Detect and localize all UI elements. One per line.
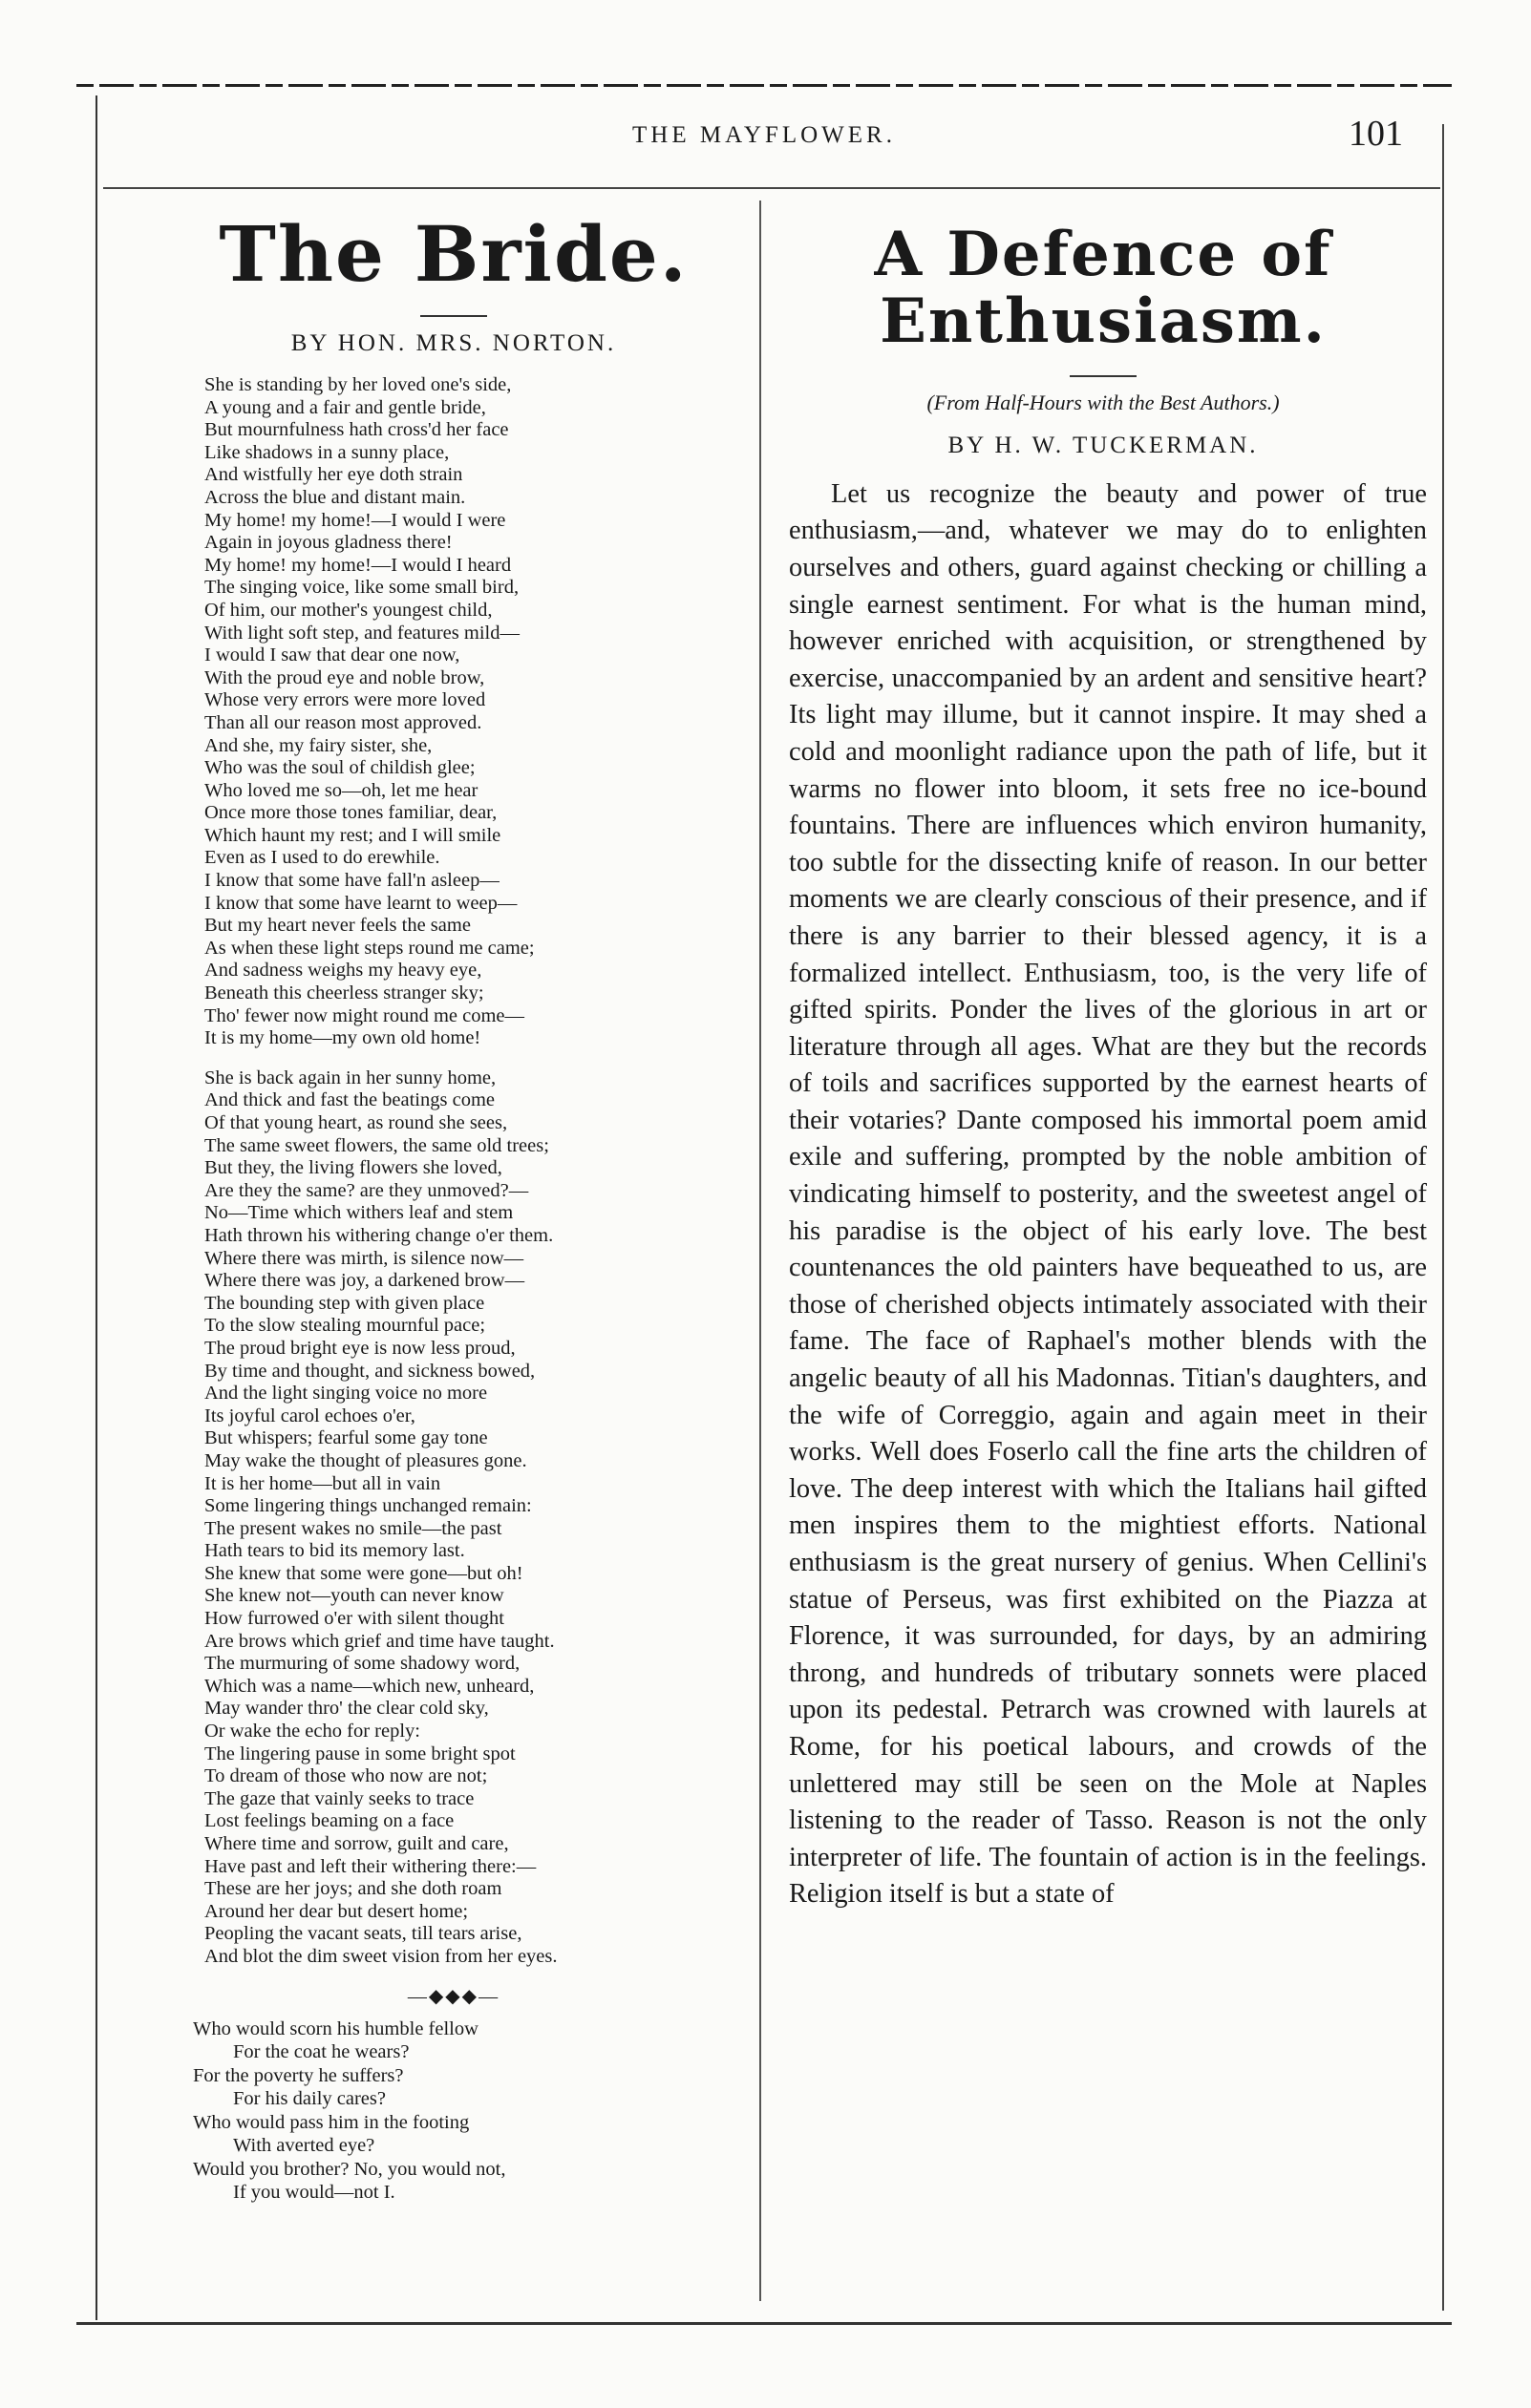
poem-line: Its joyful carol echoes o'er, xyxy=(204,1405,415,1426)
poem-line: To the slow stealing mournful pace; xyxy=(204,1315,486,1337)
poem-line: Across the blue and distant main. xyxy=(204,486,466,508)
column-divider xyxy=(759,201,761,2301)
poem-line: But they, the living flowers she loved, xyxy=(204,1157,502,1179)
left-border xyxy=(96,95,97,2320)
poem-line: The proud bright eye is now less proud, xyxy=(204,1337,516,1359)
poem-line: With the proud eye and noble brow, xyxy=(204,666,485,688)
poem-line: My home! my home!—I would I were xyxy=(204,509,506,531)
poem-line: Where time and sorrow, guilt and care, xyxy=(204,1833,509,1854)
poem-line: And the light singing voice no more xyxy=(204,1383,488,1405)
poem-line: And sadness weighs my heavy eye, xyxy=(204,960,482,982)
poem-line: The present wakes no smile—the past xyxy=(204,1517,502,1539)
poem-line: But whispers; fearful some gay tone xyxy=(204,1427,488,1449)
poem-line: Which haunt my rest; and I will smile xyxy=(204,824,501,846)
title-rule xyxy=(1070,375,1137,377)
poem-line: Are brows which grief and time have taught. xyxy=(204,1630,555,1652)
poem-line: Tho' fewer now might round me come— xyxy=(204,1004,525,1026)
poem-line: Even as I used to do erewhile. xyxy=(204,847,440,869)
poem-line: Some lingering things unchanged remain: xyxy=(204,1495,532,1517)
poem-line: The bounding step with given place xyxy=(204,1292,485,1314)
poem-line: She knew not—youth can never know xyxy=(204,1585,504,1607)
poem-line: With light soft step, and features mild— xyxy=(204,622,520,644)
poem-line: For the coat he wears? xyxy=(233,2041,410,2063)
poem-line: The gaze that vainly seeks to trace xyxy=(204,1787,475,1809)
poem-line: And she, my fairy sister, she, xyxy=(204,734,433,756)
short-poem xyxy=(193,2017,735,2205)
title-rule xyxy=(420,315,487,317)
poem-line: Around her dear but desert home; xyxy=(204,1900,469,1922)
poem-line: Of that young heart, as round she sees, xyxy=(204,1112,508,1133)
poem-line: The same sweet flowers, the same old trees; xyxy=(204,1134,549,1156)
poem-line: Again in joyous gladness there! xyxy=(204,532,453,554)
poem-line: Where there was mirth, is silence now— xyxy=(204,1247,524,1269)
poem-line: Beneath this cheerless stranger sky; xyxy=(204,982,484,1004)
poem-stanza-2 xyxy=(204,1067,735,1969)
poem-line: Of him, our mother's youngest child, xyxy=(204,599,493,621)
poem-line: Peopling the vacant seats, till tears arise, xyxy=(204,1923,522,1945)
poem-line: Are they the same? are they unmoved?— xyxy=(204,1179,529,1201)
poem-line: Where there was joy, a darkened brow— xyxy=(204,1270,525,1292)
poem-line: Who would scorn his humble fellow xyxy=(193,2017,478,2039)
right-column xyxy=(774,201,1433,1913)
poem-line: She is back again in her sunny home, xyxy=(204,1067,497,1088)
poem-line: It is her home—but all in vain xyxy=(204,1472,441,1494)
poem-line: Who loved me so—oh, let me hear xyxy=(204,779,478,801)
poem-line: She is standing by her loved one's side, xyxy=(204,374,512,395)
poem-line: It is my home—my own old home! xyxy=(204,1027,481,1049)
poem-line: These are her joys; and she doth roam xyxy=(204,1878,502,1900)
poem-line: May wake the thought of pleasures gone. xyxy=(204,1449,527,1471)
poem-line: Have past and left their withering there:— xyxy=(204,1855,537,1877)
poem-line: And blot the dim sweet vision from her eyes. xyxy=(204,1945,558,1967)
poem-line: For the poverty he suffers? xyxy=(193,2064,404,2086)
poem-line: Once more those tones familiar, dear, xyxy=(204,802,498,824)
top-rule xyxy=(76,84,1452,87)
poem-byline: BY HON. MRS. NORTON. xyxy=(290,330,617,356)
running-head: THE MAYFLOWER. xyxy=(632,122,896,148)
page-number: 101 xyxy=(1349,114,1403,154)
poem-line: How furrowed o'er with silent thought xyxy=(204,1608,504,1630)
poem-line: Or wake the echo for reply: xyxy=(204,1721,420,1743)
section-ornament: —◆◆◆— xyxy=(407,1985,500,2007)
poem-line: May wander thro' the clear cold sky, xyxy=(204,1698,489,1720)
poem-line: The singing voice, like some small bird, xyxy=(204,577,520,599)
essay-title: A Defence of Enthusiasm. xyxy=(874,219,1332,358)
poem-line: And thick and fast the beatings come xyxy=(204,1089,495,1111)
poem-line: Like shadows in a sunny place, xyxy=(204,441,450,463)
poem-line: I know that some have learnt to weep— xyxy=(204,892,518,914)
poem-line: The lingering pause in some bright spot xyxy=(204,1743,516,1764)
poem-line: With averted eye? xyxy=(233,2135,375,2157)
poem-line: But mournfulness hath cross'd her face xyxy=(204,419,509,441)
left-column xyxy=(172,201,735,2205)
poem-line: Hath thrown his withering change o'er them. xyxy=(204,1224,554,1246)
poem-title: The Bride. xyxy=(219,209,689,299)
poem-line: Would you brother? No, you would not, xyxy=(193,2158,506,2180)
poem-line: And wistfully her eye doth strain xyxy=(204,464,463,486)
poem-line: Hath tears to bid its memory last. xyxy=(204,1540,465,1562)
poem-line: I know that some have fall'n asleep— xyxy=(204,870,500,892)
poem-line: For his daily cares? xyxy=(233,2088,386,2110)
essay-byline: BY H. W. TUCKERMAN. xyxy=(947,432,1259,458)
poem-line: She knew that some were gone—but oh! xyxy=(204,1562,523,1584)
poem-line: But my heart never feels the same xyxy=(204,915,471,937)
bottom-rule xyxy=(76,2322,1452,2325)
right-border xyxy=(1442,124,1444,2311)
poem-line: Than all our reason most approved. xyxy=(204,711,482,733)
header-rule xyxy=(103,187,1440,189)
poem-line: I would I saw that dear one now, xyxy=(204,644,460,666)
poem-line: As when these light steps round me came; xyxy=(204,937,535,959)
poem-line: A young and a fair and gentle bride, xyxy=(204,396,486,418)
poem-line: My home! my home!—I would I heard xyxy=(204,554,512,576)
poem-line: Whose very errors were more loved xyxy=(204,689,486,711)
poem-stanza-1 xyxy=(204,374,735,1050)
poem-line: No—Time which withers leaf and stem xyxy=(204,1202,514,1224)
essay-paragraph: Let us recognize the beauty and power of true enthusiasm,—and, whatever we may do to enlighten ourselves and others, guard against checking or chilling a single earnest sentiment. For what is the human mind, however enriched with acquisition, or strengthened by exercise, unaccompanied by an ardent and sensitive heart? Its light may illume, but it cannot inspire. It may shed a cold and moonlight radiance upon the path of life, but it warms no flower into bloom, it sets free no ice-bound fountains. There are influences which environ humanity, too subtle for the dissecting knife of reason. In our better moments we are clearly conscious of their presence, and if there is any barrier to their blessed agency, it is a formalized intellect. Enthusiasm, too, is the very life of gifted spirits. Ponder the lives of the glorious in art or literature through all ages. What are they but the records of toils and sacrifices supported by the earnest hearts of their votaries? Dante composed his immortal poem amid exile and suffering, prompted by the noble ambition of vindicating himself to posterity, and the sweetest angel of his paradise is the object of his early love. The best countenances the old painters have bequeathed to us, are those of cherished objects intimately associated with their fame. The face of Raphael's mother blends with the angelic beauty of all his Madonnas. Titian's daughters, and the wife of Correggio, again and again meet in their works. Well does Foserlo call the fine arts the children of love. The deep interest with which the Italians hail gifted men inspires them to the mightiest efforts. National enthusiasm is the great nursery of genius. When Cellini's statue of Perseus, was first exhibited on the Piazza at Florence, it was surrounded, for days, by an admiring throng, and hundreds of tributary sonnets were placed upon its pedestal. Petrarch was crowned with laurels at Rome, for his poetical labours, and crowds of the unlettered may still be seen on the Mole at Naples listening to the reader of Tasso. Reason is not the only interpreter of life. The fountain of action is in the feelings. Religion itself is but a state of xyxy=(789,478,1427,1910)
poem-line: Lost feelings beaming on a face xyxy=(204,1810,455,1832)
poem-line: Who was the soul of childish glee; xyxy=(204,757,476,779)
poem-line: By time and thought, and sickness bowed, xyxy=(204,1360,536,1382)
poem-line: To dream of those who now are not; xyxy=(204,1765,488,1787)
poem-line: Who would pass him in the footing xyxy=(193,2111,470,2133)
poem-line: Which was a name—which new, unheard, xyxy=(204,1675,535,1697)
poem-line: The murmuring of some shadowy word, xyxy=(204,1653,521,1675)
poem-line: If you would—not I. xyxy=(233,2182,395,2204)
essay-source: (From Half-Hours with the Best Authors.) xyxy=(926,390,1280,414)
essay-body xyxy=(789,476,1427,1913)
